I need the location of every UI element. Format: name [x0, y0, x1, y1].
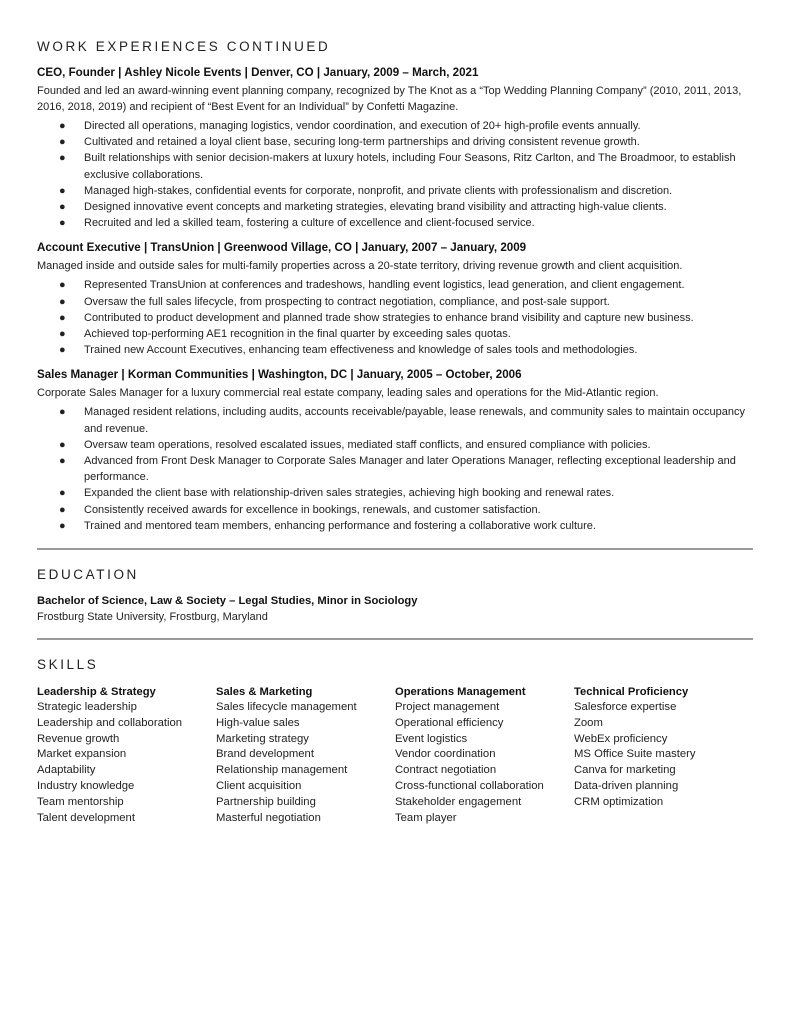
skill-item: Cross-functional collaboration [395, 780, 544, 793]
skill-item: Market expansion [37, 748, 127, 761]
job-bullet: ● Cultivated and retained a loyal client base, securing long-term partnerships and driving consistent revenue growth. [37, 134, 753, 150]
skills-section-heading: SKILLS [37, 657, 99, 673]
skill-item: Sales lifecycle management [216, 701, 357, 714]
job-bullet: ● Achieved top-performing AE1 recognition in the final quarter by exceeding sales quotas. [37, 326, 753, 342]
skill-item: Stakeholder engagement [395, 795, 522, 808]
bullet-icon: ● [59, 438, 66, 451]
skills-column-title: Technical Proficiency [574, 686, 689, 699]
skill-item: Industry knowledge [37, 780, 135, 793]
job-entry-sales-manager [37, 367, 753, 534]
skill-item: CRM optimization [574, 795, 664, 808]
job-bullet: ● Trained and mentored team members, enhancing performance and fostering a collaborative work culture. [37, 518, 753, 534]
job-bullet-list [37, 118, 753, 231]
resume-page [37, 38, 753, 826]
work-section-heading: WORK EXPERIENCES CONTINUED [37, 39, 331, 54]
job-bullet: ● Represented TransUnion at conferences and tradeshows, handling event logistics, lead generation, and client engagement. [37, 277, 753, 293]
job-title: CEO, Founder | Ashley Nicole Events | Denver, CO | January, 2009 – March, 2021 [37, 66, 479, 79]
job-bullet: ● Consistently received awards for excellence in bookings, renewals, and customer satisfaction. [37, 502, 753, 518]
job-bullet: ● Directed all operations, managing logistics, vendor coordination, and execution of 20+ high-profile events annually. [37, 118, 753, 134]
skill-item: MS Office Suite mastery [574, 748, 696, 761]
job-bullet: ● Managed high-stakes, confidential events for corporate, nonprofit, and private clients with professionalism and discretion. [37, 183, 753, 199]
skills-column-operations [395, 684, 574, 826]
skill-item: Partnership building [216, 795, 316, 808]
skill-item: Strategic leadership [37, 701, 137, 714]
job-bullet: ● Designed innovative event concepts and marketing strategies, elevating brand visibility and attracting high-value clients. [37, 199, 753, 215]
education-entry [37, 593, 753, 625]
job-description: Corporate Sales Manager for a luxury commercial real estate company, leading sales and operations for the Mid-Atlantic region. [37, 387, 659, 400]
skill-item: Team player [395, 811, 457, 824]
job-description: Founded and led an award-winning event planning company, recognized by The Knot as a “Top Wedding Planning Company” (2010, 2011, 2013, 2016, 2018, 2019) and recipient of “Best Event for an Individual” by Confetti Magazine. [37, 85, 742, 113]
job-entry-account-executive [37, 240, 753, 358]
job-bullet: ● Recruited and led a skilled team, fostering a culture of excellence and client-focused service. [37, 215, 753, 231]
skill-item: Project management [395, 701, 500, 714]
education-section-heading: EDUCATION [37, 567, 139, 583]
skill-item: Data-driven planning [574, 780, 679, 793]
skill-item: Leadership and collaboration [37, 716, 183, 729]
bullet-icon: ● [59, 328, 66, 341]
job-bullet-list [37, 404, 753, 534]
skills-column-sales [216, 684, 395, 826]
job-bullet: ● Expanded the client base with relationship-driven sales strategies, achieving high booking and renewal rates. [37, 485, 753, 501]
skill-item: WebEx proficiency [574, 732, 668, 745]
job-bullet: ● Advanced from Front Desk Manager to Corporate Sales Manager and later Operations Manager, reflecting exceptional leadership and performance. [59, 455, 736, 484]
bullet-icon: ● [59, 503, 66, 516]
skill-item: Relationship management [216, 764, 348, 777]
job-bullet-list [37, 277, 753, 358]
skill-item: Event logistics [395, 732, 468, 745]
skill-item: Canva for marketing [574, 764, 676, 777]
skill-item: Revenue growth [37, 732, 120, 745]
job-title: Sales Manager | Korman Communities | Washington, DC | January, 2005 – October, 2006 [37, 368, 522, 382]
skill-item: Vendor coordination [395, 748, 496, 761]
skill-item: Brand development [216, 748, 314, 761]
bullet-icon: ● [59, 136, 66, 149]
bullet-icon: ● [59, 519, 66, 532]
job-description: Managed inside and outside sales for multi-family properties across a 20-state territory, driving revenue growth and client acquisition. [37, 260, 683, 273]
bullet-icon: ● [59, 279, 66, 292]
skill-item: Client acquisition [216, 780, 302, 793]
job-bullet: ● Built relationships with senior decision-makers at luxury hotels, including Four Seasons, Ritz Carlton, and The Broadmoor, to establish exclusive collaborations. [59, 152, 736, 181]
skill-item: Talent development [37, 811, 135, 824]
skills-grid [37, 684, 753, 826]
skill-item: Operational efficiency [395, 716, 504, 729]
skills-column-technical [574, 684, 753, 826]
bullet-icon: ● [59, 487, 66, 500]
skill-item: Marketing strategy [216, 732, 309, 745]
bullet-icon: ● [59, 184, 66, 197]
bullet-icon: ● [59, 455, 66, 468]
bullet-icon: ● [59, 311, 66, 324]
bullet-icon: ● [59, 152, 66, 165]
skill-item: High-value sales [216, 716, 300, 729]
skill-item: Salesforce expertise [574, 701, 677, 714]
skill-item: Adaptability [37, 764, 96, 777]
skills-column-title: Operations Management [395, 686, 526, 699]
skills-column-title: Leadership & Strategy [37, 686, 156, 699]
skill-item: Contract negotiation [395, 764, 497, 777]
skill-item: Masterful negotiation [216, 811, 321, 824]
bullet-icon: ● [59, 344, 66, 357]
section-divider [37, 638, 753, 640]
skills-column-leadership [37, 684, 216, 826]
job-title: Account Executive | TransUnion | Greenwood Village, CO | January, 2007 – January, 2009 [37, 241, 527, 255]
education-school: Frostburg State University, Frostburg, Maryland [37, 611, 268, 624]
bullet-icon: ● [59, 120, 66, 132]
job-bullet: ● Oversaw the full sales lifecycle, from prospecting to contract negotiation, compliance, and post-sale support. [37, 294, 753, 310]
job-bullet: ● Trained new Account Executives, enhancing team effectiveness and knowledge of sales tools and methodologies. [37, 342, 753, 358]
skill-item: Team mentorship [37, 795, 124, 808]
job-entry-ceo [37, 65, 753, 231]
bullet-icon: ● [59, 295, 66, 308]
job-bullet: ● Contributed to product development and planned trade show strategies to enhance brand visibility and capture new business. [37, 310, 753, 326]
skills-column-title: Sales & Marketing [216, 686, 313, 699]
bullet-icon: ● [59, 201, 66, 214]
job-bullet: ● Managed resident relations, including audits, accounts receivable/payable, lease renewals, and community sales to maintain occupancy and revenue. [59, 406, 745, 435]
section-divider [37, 548, 753, 550]
skill-item: Zoom [574, 716, 603, 729]
bullet-icon: ● [59, 217, 66, 230]
education-degree: Bachelor of Science, Law & Society – Legal Studies, Minor in Sociology [37, 595, 418, 608]
bullet-icon: ● [59, 406, 66, 419]
job-bullet: ● Oversaw team operations, resolved escalated issues, mediated staff conflicts, and ensured compliance with policies. [37, 437, 753, 453]
